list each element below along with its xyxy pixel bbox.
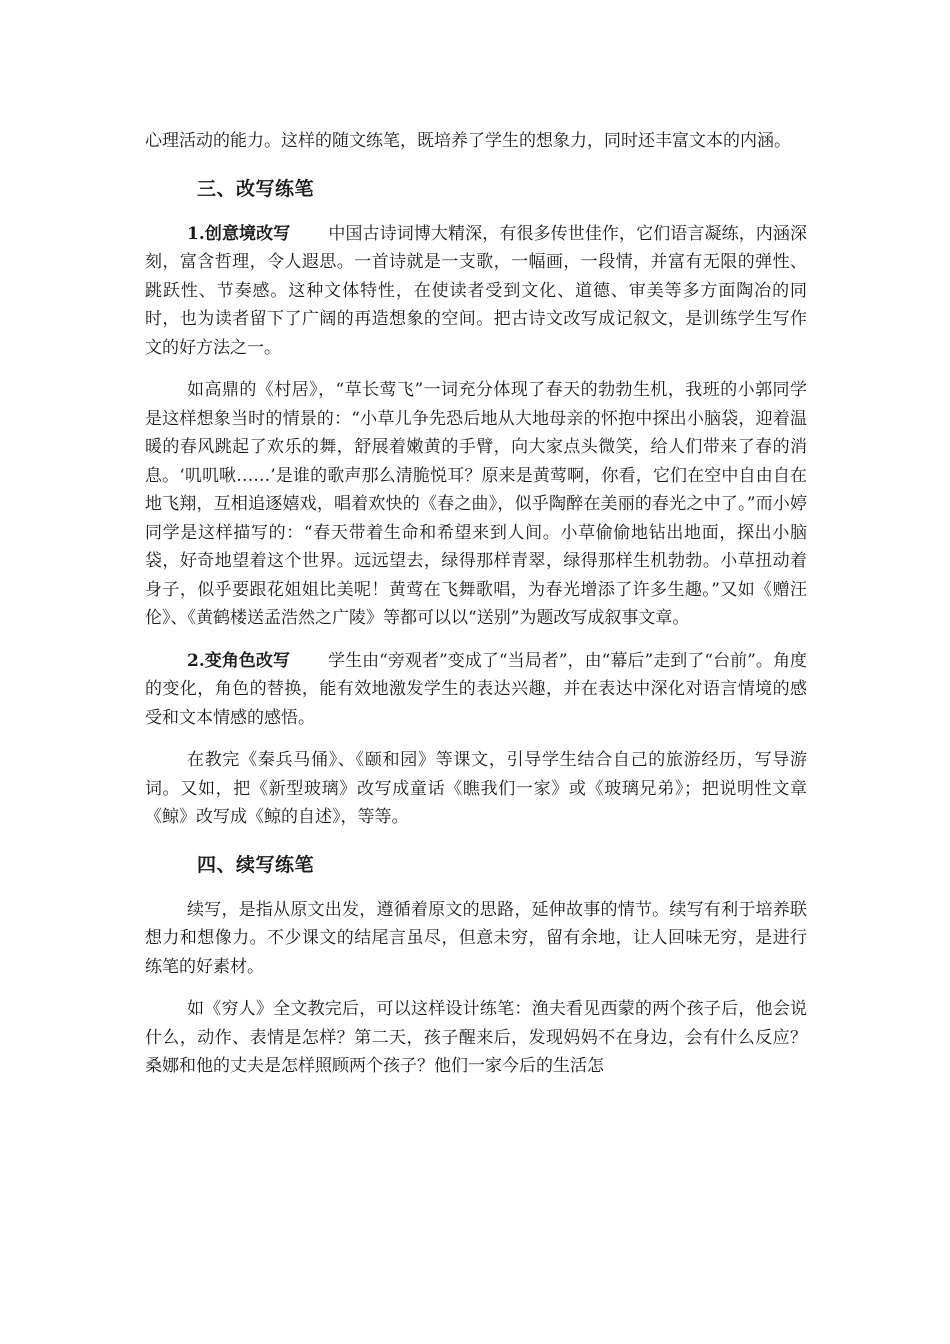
item-lead-role-rewrite: 2.变角色改写 xyxy=(187,650,291,671)
paragraph-example-village: 如高鼎的《村居》，“草长莺飞”一词充分体现了春天的勃勃生机，我班的小郭同学是这样想象当时的情景的：“小草儿争先恐后地从大地母亲的怀抱中探出小脑袋，迎着温暖的春风跳起了欢乐的舞，舒展着嫩黄的手臂，向大家点头微笑，给人们带来了春的消息。‘叽叽啾……’是谁的歌声那么清脆悦耳？原来是黄莺啊，你看，它们在空中自由自在地飞翔，互相追逐嬉戏，唱着欢快的《春之曲》，似乎陶醉在美丽的春光之中了。”而小婷同学是这样描写的：“春天带着生命和希望来到人间。小草偷偷地钻出地面，探出小脑袋，好奇地望着这个世界。远远望去，绿得那样青翠，绿得那样生机勃勃。小草扭动着身子，似乎要跟花姐姐比美呢！黄莺在飞舞歌唱，为春光增添了许多生趣。”又如《赠汪伦》、《黄鹤楼送孟浩然之广陵》等都可以以“送别”为题改写成叙事文章。 xyxy=(145,380,807,628)
continuation-paragraph: 心理活动的能力。这样的随文练笔，既培养了学生的想象力，同时还丰富文本的内涵。 xyxy=(145,131,791,151)
paragraph-example-guide: 在教完《秦兵马俑》、《颐和园》等课文，引导学生结合自己的旅游经历，写导游词。又如，把《新型玻璃》改写成童话《瞧我们一家》或《玻璃兄弟》；把说明性文章《鲸》改写成《鲸的自述》，等等。 xyxy=(145,750,807,827)
paragraph-continuation-intro: 续写，是指从原文出发，遵循着原文的思路，延伸故事的情节。续写有利于培养联想力和想像力。不少课文的结尾言虽尽，但意未穷，留有余地，让人回味无穷，是进行练笔的好素材。 xyxy=(145,899,807,977)
item-lead-creative-rewrite: 1.创意境改写 xyxy=(187,223,291,244)
paragraph-role-rewrite xyxy=(145,647,807,733)
paragraph-creative-rewrite xyxy=(145,220,807,363)
item-text-role-rewrite: 学生由“旁观者”变成了“当局者”，由“幕后”走到了“台前”。角度的变化，角色的替换，能有效地激发学生的表达兴趣，并在表达中深化对语言情境的感受和文本情感的感悟。 xyxy=(145,650,807,728)
document-page xyxy=(145,127,807,1081)
item-text-creative-rewrite: 中国古诗词博大精深，有很多传世佳作，它们语言凝练，内涵深刻，富含哲理，令人遐思。一首诗就是一支歌，一幅画，一段情，并富有无限的弹性、跳跃性、节奏感。这种文体特性，在使读者受到文化、道德、审美等多方面陶冶的同时，也为读者留下了广阔的再造想象的空间。把古诗文改写成记叙文，是训练学生写作文的好方法之一。 xyxy=(145,223,808,358)
section-heading-rewrite: 三、改写练笔 xyxy=(197,177,315,200)
paragraph-example-poor-people: 如《穷人》全文教完后，可以这样设计练笔：渔夫看见西蒙的两个孩子后，他会说什么，动作、表情是怎样？第二天，孩子醒来后，发现妈妈不在身边，会有什么反应？桑娜和他的丈夫是怎样照顾两个孩子？他们一家今后的生活怎 xyxy=(145,999,807,1076)
section-heading-continuation: 四、续写练笔 xyxy=(197,853,315,876)
